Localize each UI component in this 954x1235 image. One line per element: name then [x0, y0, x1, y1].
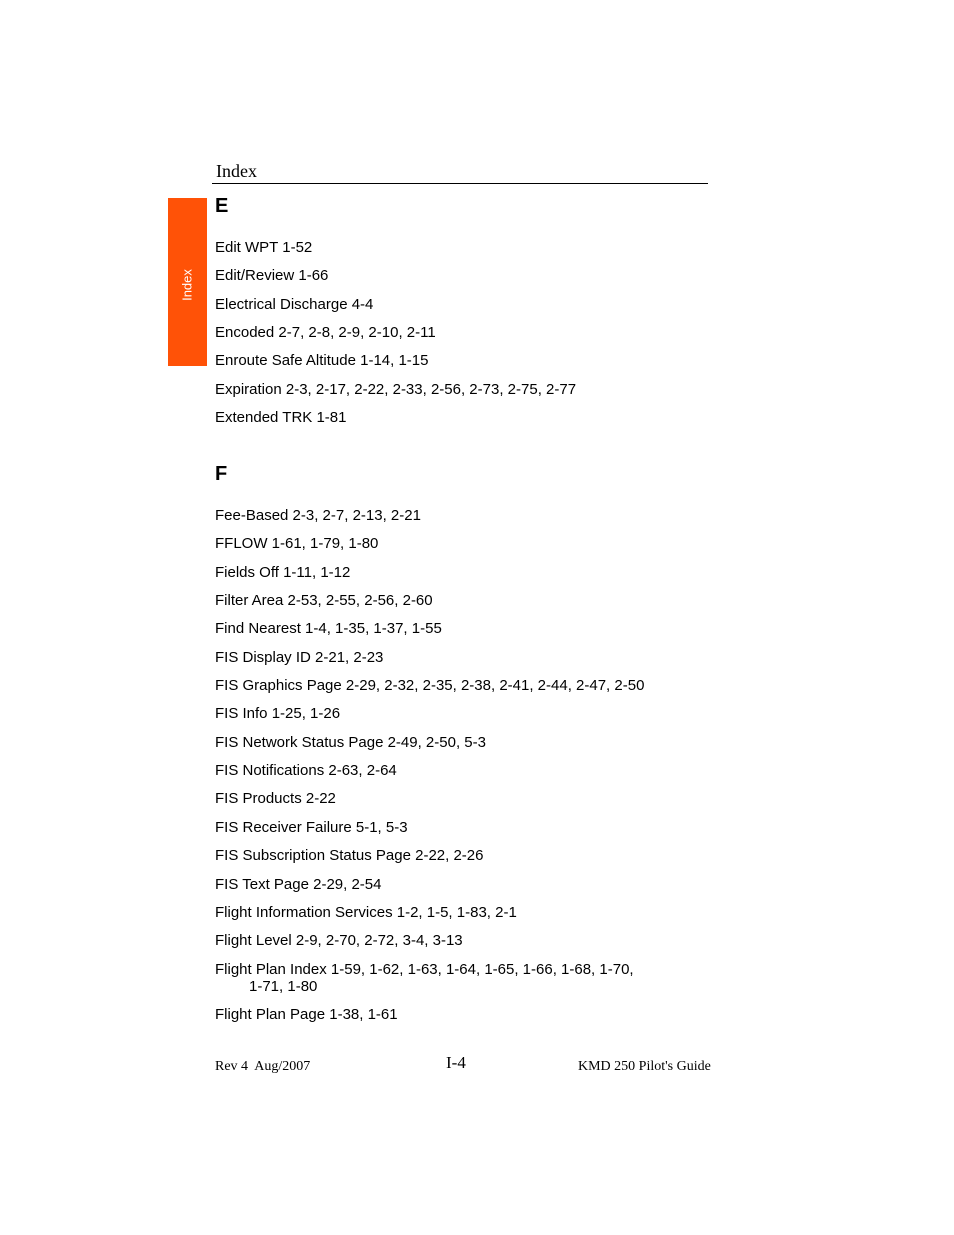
index-entry: Encoded 2-7, 2-8, 2-9, 2-10, 2-11	[215, 324, 436, 341]
index-entry: Electrical Discharge 4-4	[215, 296, 374, 313]
index-entry: Flight Level 2-9, 2-70, 2-72, 3-4, 3-13	[215, 932, 463, 949]
index-entry: Find Nearest 1-4, 1-35, 1-37, 1-55	[215, 620, 442, 637]
index-entry: Fields Off 1-11, 1-12	[215, 564, 351, 581]
index-entry: FIS Display ID 2-21, 2-23	[215, 649, 384, 666]
index-entry: Flight Plan Index 1-59, 1-62, 1-63, 1-64, 1-65, 1-66, 1-68, 1-70,	[215, 961, 634, 978]
index-entry: FIS Text Page 2-29, 2-54	[215, 876, 382, 893]
index-entry-continuation: 1-71, 1-80	[249, 978, 318, 995]
index-entry: FIS Products 2-22	[215, 790, 336, 807]
index-entry: FIS Subscription Status Page 2-22, 2-26	[215, 847, 484, 864]
footer-guide-title: KMD 250 Pilot's Guide	[578, 1059, 711, 1074]
footer-page-number: I-4	[446, 1053, 466, 1072]
index-entry: FIS Notifications 2-63, 2-64	[215, 762, 397, 779]
index-entry: FIS Graphics Page 2-29, 2-32, 2-35, 2-38, 2-41, 2-44, 2-47, 2-50	[215, 677, 645, 694]
header-rule	[212, 183, 708, 184]
index-entry: Enroute Safe Altitude 1-14, 1-15	[215, 352, 429, 369]
index-entry: Flight Plan Page 1-38, 1-61	[215, 1006, 398, 1023]
index-entry: FIS Network Status Page 2-49, 2-50, 5-3	[215, 734, 486, 751]
index-entry: Edit/Review 1-66	[215, 267, 329, 284]
index-entry: Extended TRK 1-81	[215, 409, 347, 426]
index-entry: Fee-Based 2-3, 2-7, 2-13, 2-21	[215, 507, 421, 524]
footer-revision: Rev 4 Aug/2007	[215, 1059, 311, 1074]
index-entry: Filter Area 2-53, 2-55, 2-56, 2-60	[215, 592, 433, 609]
side-tab-label-wrapper	[168, 198, 207, 366]
section-letter-f: F	[215, 463, 228, 485]
index-entry: FIS Info 1-25, 1-26	[215, 705, 341, 722]
index-entry: Flight Information Services 1-2, 1-5, 1-83, 2-1	[215, 904, 517, 921]
section-letter-e: E	[215, 195, 229, 217]
page-header-title: Index	[216, 161, 257, 181]
index-entry: Expiration 2-3, 2-17, 2-22, 2-33, 2-56, 2-73, 2-75, 2-77	[215, 381, 577, 398]
index-entry: FFLOW 1-61, 1-79, 1-80	[215, 535, 379, 552]
index-entry: Edit WPT 1-52	[215, 239, 313, 256]
side-tab-label: Index	[179, 269, 195, 301]
index-entry: FIS Receiver Failure 5-1, 5-3	[215, 819, 408, 836]
